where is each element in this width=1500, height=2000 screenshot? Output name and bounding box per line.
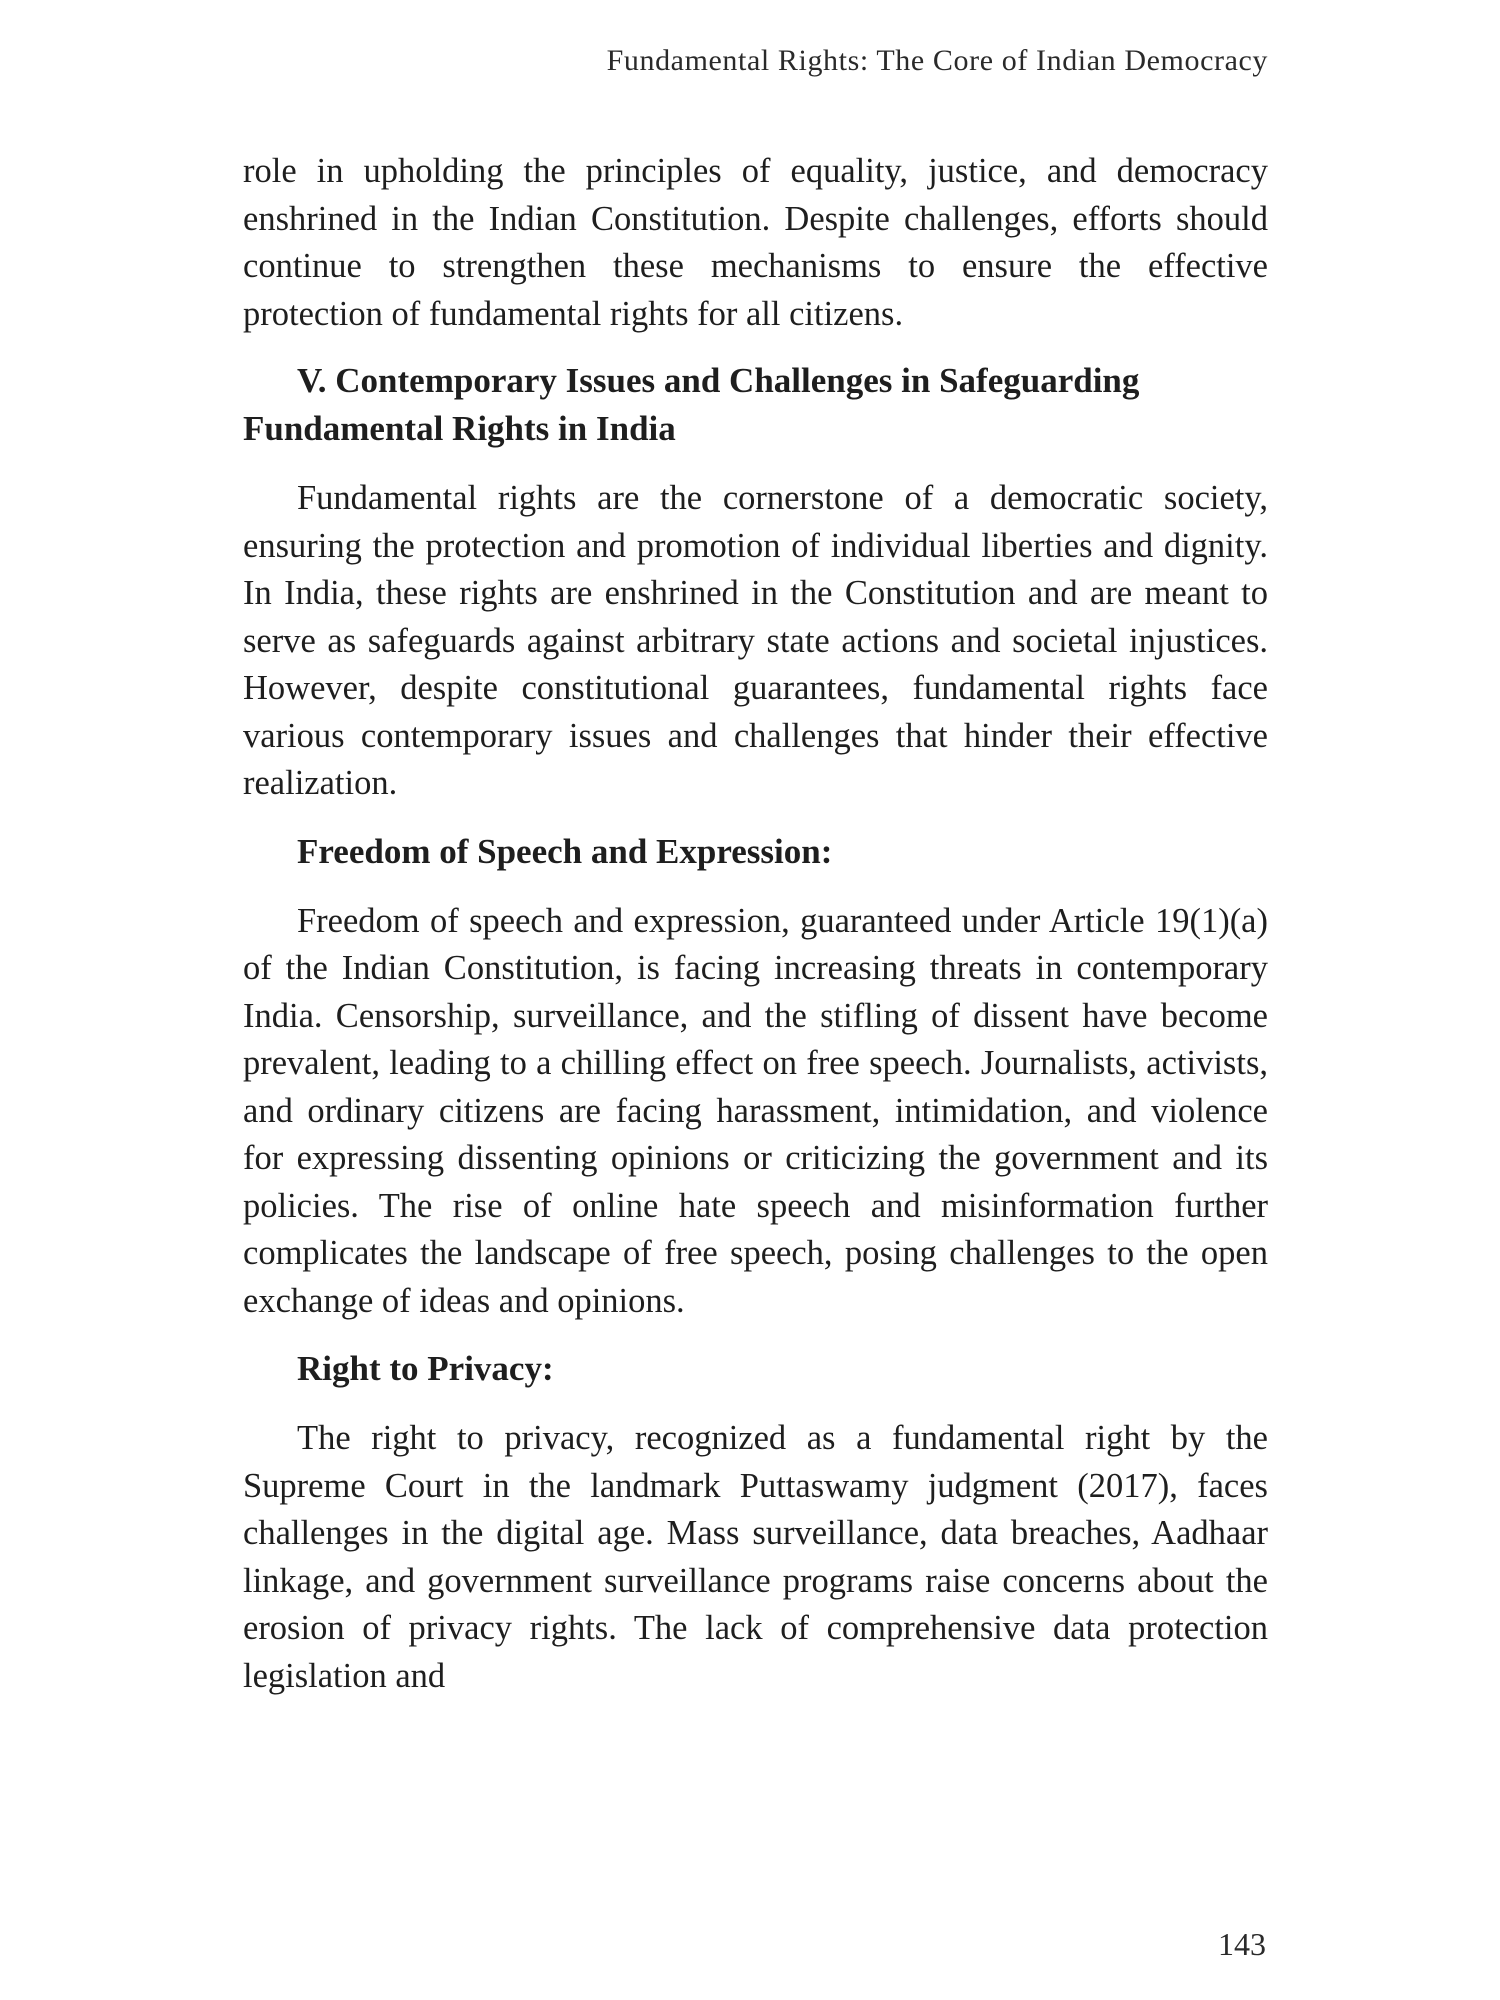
speech-paragraph: Freedom of speech and expression, guaranteed under Article 19(1)(a) of the Indian Constitution, is facing increasing threats in contemporary India. Censorship, surveillance, and the stifling of dissent have become prevalent, leading to a chilling effect on free speech. Journalists, activists, and ordinary citizens are facing harassment, intimidation, and violence for expressing dissenting opinions or criticizing the government and its policies. The rise of online hate speech and misinformation further complicates the landscape of free speech, posing challenges to the open exchange of ideas and opinions. <box>243 901 1268 1320</box>
privacy-paragraph: The right to privacy, recognized as a fundamental right by the Supreme Court in the landmark Puttaswamy judgment (2017), faces challenges in the digital age. Mass surveillance, data breaches, Aadhaar linkage, and government surveillance programs raise concerns about the erosion of privacy rights. The lack of comprehensive data protection legislation and <box>243 1419 1268 1695</box>
subheading-speech: Freedom of Speech and Expression: <box>297 831 833 871</box>
page-body <box>243 148 1268 1700</box>
section-intro-paragraph: Fundamental rights are the cornerstone of a democratic society, ensuring the protection and promotion of individual liberties and dignity. In India, these rights are enshrined in the Constitution and are meant to serve as safeguards against arbitrary state actions and societal injustices. However, despite constitutional guarantees, fundamental rights face various contemporary issues and challenges that hinder their effective realization. <box>243 479 1268 802</box>
section-heading: V. Contemporary Issues and Challenges in Safeguarding Fundamental Rights in India <box>243 361 1140 448</box>
page-number: 143 <box>1218 1926 1266 1962</box>
continuation-paragraph: role in upholding the principles of equality, justice, and democracy enshrined in the Indian Constitution. Despite challenges, efforts should continue to strengthen these mechanisms to ensure the effective protection of fundamental rights for all citizens. <box>243 152 1268 333</box>
running-head: Fundamental Rights: The Core of Indian Democracy <box>606 44 1268 77</box>
subheading-privacy: Right to Privacy: <box>297 1349 554 1388</box>
